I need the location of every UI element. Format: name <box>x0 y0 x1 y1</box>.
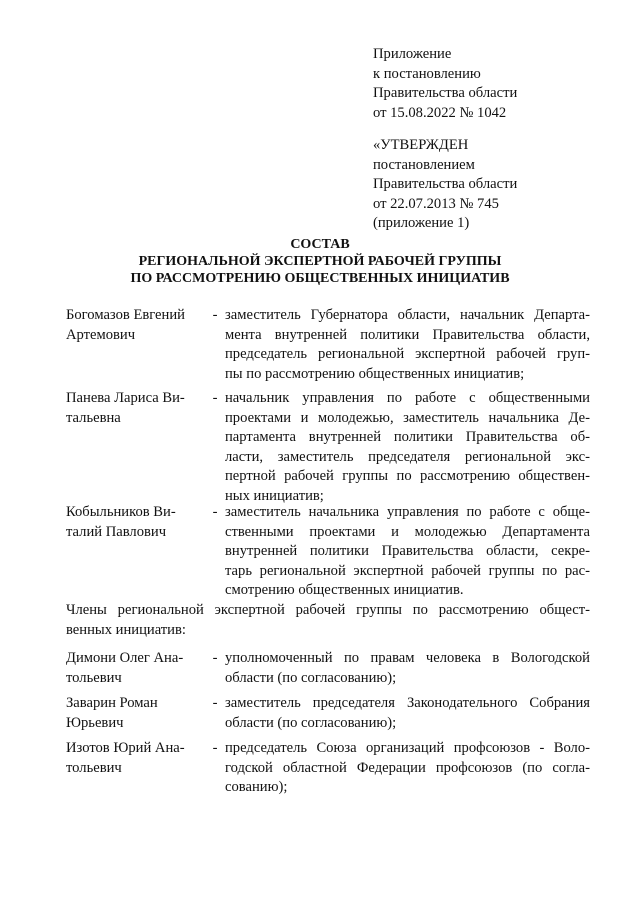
member-role-line: пертной рабочей группы по рассмотрению обществен- <box>225 468 590 484</box>
member-role <box>225 306 590 384</box>
member-role-line: заместитель председателя Законодательного Собрания <box>225 695 590 711</box>
member-name-line: Димони Олег Ана- <box>66 650 184 666</box>
member-role <box>225 694 590 733</box>
member-name-line: тальевна <box>66 409 121 426</box>
members-heading-line: венных инициатив: <box>66 621 186 638</box>
member-name-line: тольевич <box>66 669 122 686</box>
appendix-line: к постановлению <box>373 65 481 82</box>
entry-dash: - <box>212 650 218 666</box>
member-role <box>225 389 590 506</box>
member-role-line: области (по согласованию); <box>225 669 397 686</box>
member-role-line: сованию); <box>225 779 288 795</box>
appendix-line: Правительства области <box>373 85 518 101</box>
approval-line: (приложение 1) <box>373 215 470 231</box>
member-role-line: уполномоченный по правам человека в Вологодской <box>225 650 590 666</box>
member-name-line: Юрьевич <box>66 714 124 731</box>
member-name-line: Артемович <box>66 326 136 343</box>
appendix-line: от 15.08.2022 № 1042 <box>373 104 507 121</box>
title-line: РЕГИОНАЛЬНОЙ ЭКСПЕРТНОЙ РАБОЧЕЙ ГРУППЫ <box>138 254 502 269</box>
member-name-line: Изотов Юрий Ана- <box>66 740 185 756</box>
document-title <box>0 236 640 287</box>
member-role-line: ных инициатив; <box>225 487 324 504</box>
approval-line: Правительства области <box>373 176 518 192</box>
member-role-line: смотрению общественных инициатив. <box>225 582 464 598</box>
member-role-line: области (по согласованию); <box>225 714 397 731</box>
approval-block <box>373 136 633 234</box>
members-heading <box>66 601 590 640</box>
member-role-line: мента внутренней политики Правительства области, <box>225 326 590 343</box>
member-name-line: талий Павлович <box>66 523 167 540</box>
member-role-line: проектами и молодежью, заместитель начальника Де- <box>225 409 590 426</box>
entry-dash: - <box>212 307 218 323</box>
member-name-line: Кобыльников Ви- <box>66 504 176 520</box>
member-role-line: внутренней политики Правительства области, секре- <box>225 543 590 559</box>
member-role-line: ственными проектами и молодежью Департамента <box>225 523 590 540</box>
title-line: СОСТАВ <box>290 237 350 252</box>
member-entry <box>66 649 590 688</box>
member-role <box>225 503 590 601</box>
member-entry <box>66 503 590 601</box>
member-role <box>225 649 590 688</box>
entry-dash: - <box>212 740 218 756</box>
appendix-block <box>373 45 633 123</box>
member-role-line: заместитель Губернатора области, начальник Департа- <box>225 307 590 323</box>
member-role-line: начальник управления по работе с общественными <box>225 390 590 406</box>
member-name <box>66 389 205 506</box>
member-entry <box>66 694 590 733</box>
approval-line: «УТВЕРЖДЕН <box>373 137 469 153</box>
member-name-line: тольевич <box>66 759 122 776</box>
member-role-line: ласти, заместитель председателя региональной экс- <box>225 448 590 465</box>
member-entry <box>66 739 590 798</box>
member-name-line: Богомазов Евгений <box>66 307 185 323</box>
member-name-line: Заварин Роман <box>66 695 158 711</box>
member-entry <box>66 306 590 384</box>
approval-line: от 22.07.2013 № 745 <box>373 195 499 212</box>
member-name <box>66 739 205 798</box>
member-role-line: годской областной Федерации профсоюзов (по согла- <box>225 759 590 776</box>
entry-dash: - <box>212 390 218 406</box>
members-heading-line: Члены региональной экспертной рабочей группы по рассмотрению общест- <box>66 602 590 618</box>
member-role-line: партамента внутренней политики Правительства об- <box>225 429 590 445</box>
member-entry <box>66 389 590 506</box>
title-line: ПО РАССМОТРЕНИЮ ОБЩЕСТВЕННЫХ ИНИЦИАТИВ <box>130 271 510 286</box>
appendix-line: Приложение <box>373 46 452 62</box>
member-name <box>66 694 205 733</box>
member-role-line: председатель региональной экспертной рабочей груп- <box>225 346 590 362</box>
entry-dash: - <box>212 504 218 520</box>
member-role-line: пы по рассмотрению общественных инициатив; <box>225 365 525 382</box>
member-name <box>66 306 205 384</box>
member-name-line: Панева Лариса Ви- <box>66 390 185 406</box>
member-role <box>225 739 590 798</box>
member-role-line: председатель Союза организаций профсоюзов - Воло- <box>225 740 590 756</box>
member-role-line: тарь региональной экспертной рабочей группы по рас- <box>225 562 590 579</box>
entry-dash: - <box>212 695 218 711</box>
member-name <box>66 649 205 688</box>
member-name <box>66 503 205 601</box>
approval-line: постановлением <box>373 156 475 173</box>
member-role-line: заместитель начальника управления по работе с обще- <box>225 504 590 520</box>
